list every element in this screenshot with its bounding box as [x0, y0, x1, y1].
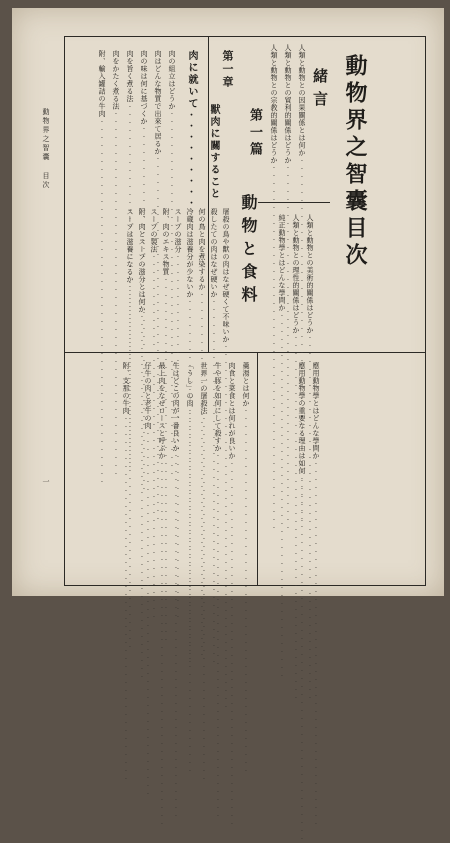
toc-entry[interactable]: 何の鳥と肉を煮染するか ·····	[198, 208, 205, 348]
toc-entry[interactable]: 牛や豚を如何にして殺すか ·····	[214, 362, 221, 572]
toc-entry[interactable]: 附、輸入罐詰の牛肉 ·····	[98, 50, 105, 200]
section-heading: 肉に就いて·········	[186, 50, 197, 209]
toc-entry[interactable]: スープの製法 ·····	[150, 208, 157, 348]
toc-entry[interactable]: 世界一の屠殺法 ·····	[200, 362, 207, 572]
toc-entry[interactable]: 肉を旨く煮る法 ·····	[126, 50, 133, 200]
toc-entry[interactable]: 人類と動物との美術的關係はどうか ·····	[306, 214, 313, 344]
part-title: 動物と食料	[239, 194, 258, 309]
chapter-title: 獸肉に關すること	[208, 104, 219, 200]
toc-entry[interactable]: 屠殺の鳥や獸の肉はなぜ硬くて不味いか ·····	[222, 208, 229, 348]
chapter-label: 第一章	[221, 50, 234, 89]
toc-entry[interactable]: 應用動物學の重要なる理由は如何 ·····	[298, 362, 305, 572]
toc-entry[interactable]: 應用動物學とはどんな學問か ·····	[312, 362, 319, 572]
book-page	[12, 8, 444, 596]
divider-intro	[258, 202, 330, 203]
intro-heading: 緒言	[311, 68, 329, 114]
toc-entry[interactable]: 牛はどこの肉が一番良いか ·····	[172, 362, 179, 572]
toc-entry[interactable]: 冷蔵肉は滋養分が少ないか ·····	[186, 208, 193, 348]
book-title: 動物界之智囊目次	[342, 54, 368, 270]
toc-entry[interactable]: スープの滋分 ·····	[174, 208, 181, 348]
part-label: 第一篇	[247, 108, 262, 159]
toc-entry[interactable]: 人類と動物との宗教的關係はどうか ·····	[270, 44, 277, 194]
toc-entry[interactable]: 肉の組立はどうか ·····	[168, 50, 175, 200]
divider-bottom	[257, 352, 258, 585]
toc-entry[interactable]: 附、支那の牛肉 ·····	[122, 362, 129, 572]
toc-entry[interactable]: 肉をかたく煮る法 ·····	[112, 50, 119, 200]
page-number: 一	[42, 478, 50, 486]
toc-entry[interactable]: 「うし」の肉 ·····	[186, 362, 193, 572]
toc-entry[interactable]: 羹湯とは何か ·····	[242, 362, 249, 572]
toc-entry[interactable]: 人類と動物との因果關係とは何か ·····	[298, 44, 305, 194]
toc-entry[interactable]: 人類と動物との理性的關係はどうか ·····	[292, 214, 299, 344]
toc-entry[interactable]: 仔牛の肉と老牛の肉 ·····	[144, 362, 151, 572]
toc-entry[interactable]: 肉の味は何に基づくか ·····	[140, 50, 147, 200]
running-header: 動物界之智囊 目次	[42, 108, 50, 190]
toc-entry[interactable]: 肉はどんな物質で出來て居るか ·····	[154, 50, 161, 200]
toc-entry[interactable]: 殺したての肉はなぜ硬いか ·····	[210, 208, 217, 348]
toc-entry[interactable]: 最上肉をなぜロースと呼ぶか ·····	[158, 362, 165, 572]
toc-entry[interactable]: 肉食と菜食とは何れが良いか ·····	[228, 362, 235, 572]
toc-entry[interactable]: 人類と動物との貿利的關係はどうか ·····	[284, 44, 291, 194]
toc-entry[interactable]: スープは滋養になるか ·····	[126, 208, 133, 348]
toc-entry[interactable]: 附、肉のエキス物質 ·····	[162, 208, 169, 348]
toc-entry[interactable]: 純正動物學とはどんな學問か ·····	[278, 214, 285, 344]
toc-entry[interactable]: 附、肉とスープの滋分とは何か ·····	[138, 208, 145, 348]
